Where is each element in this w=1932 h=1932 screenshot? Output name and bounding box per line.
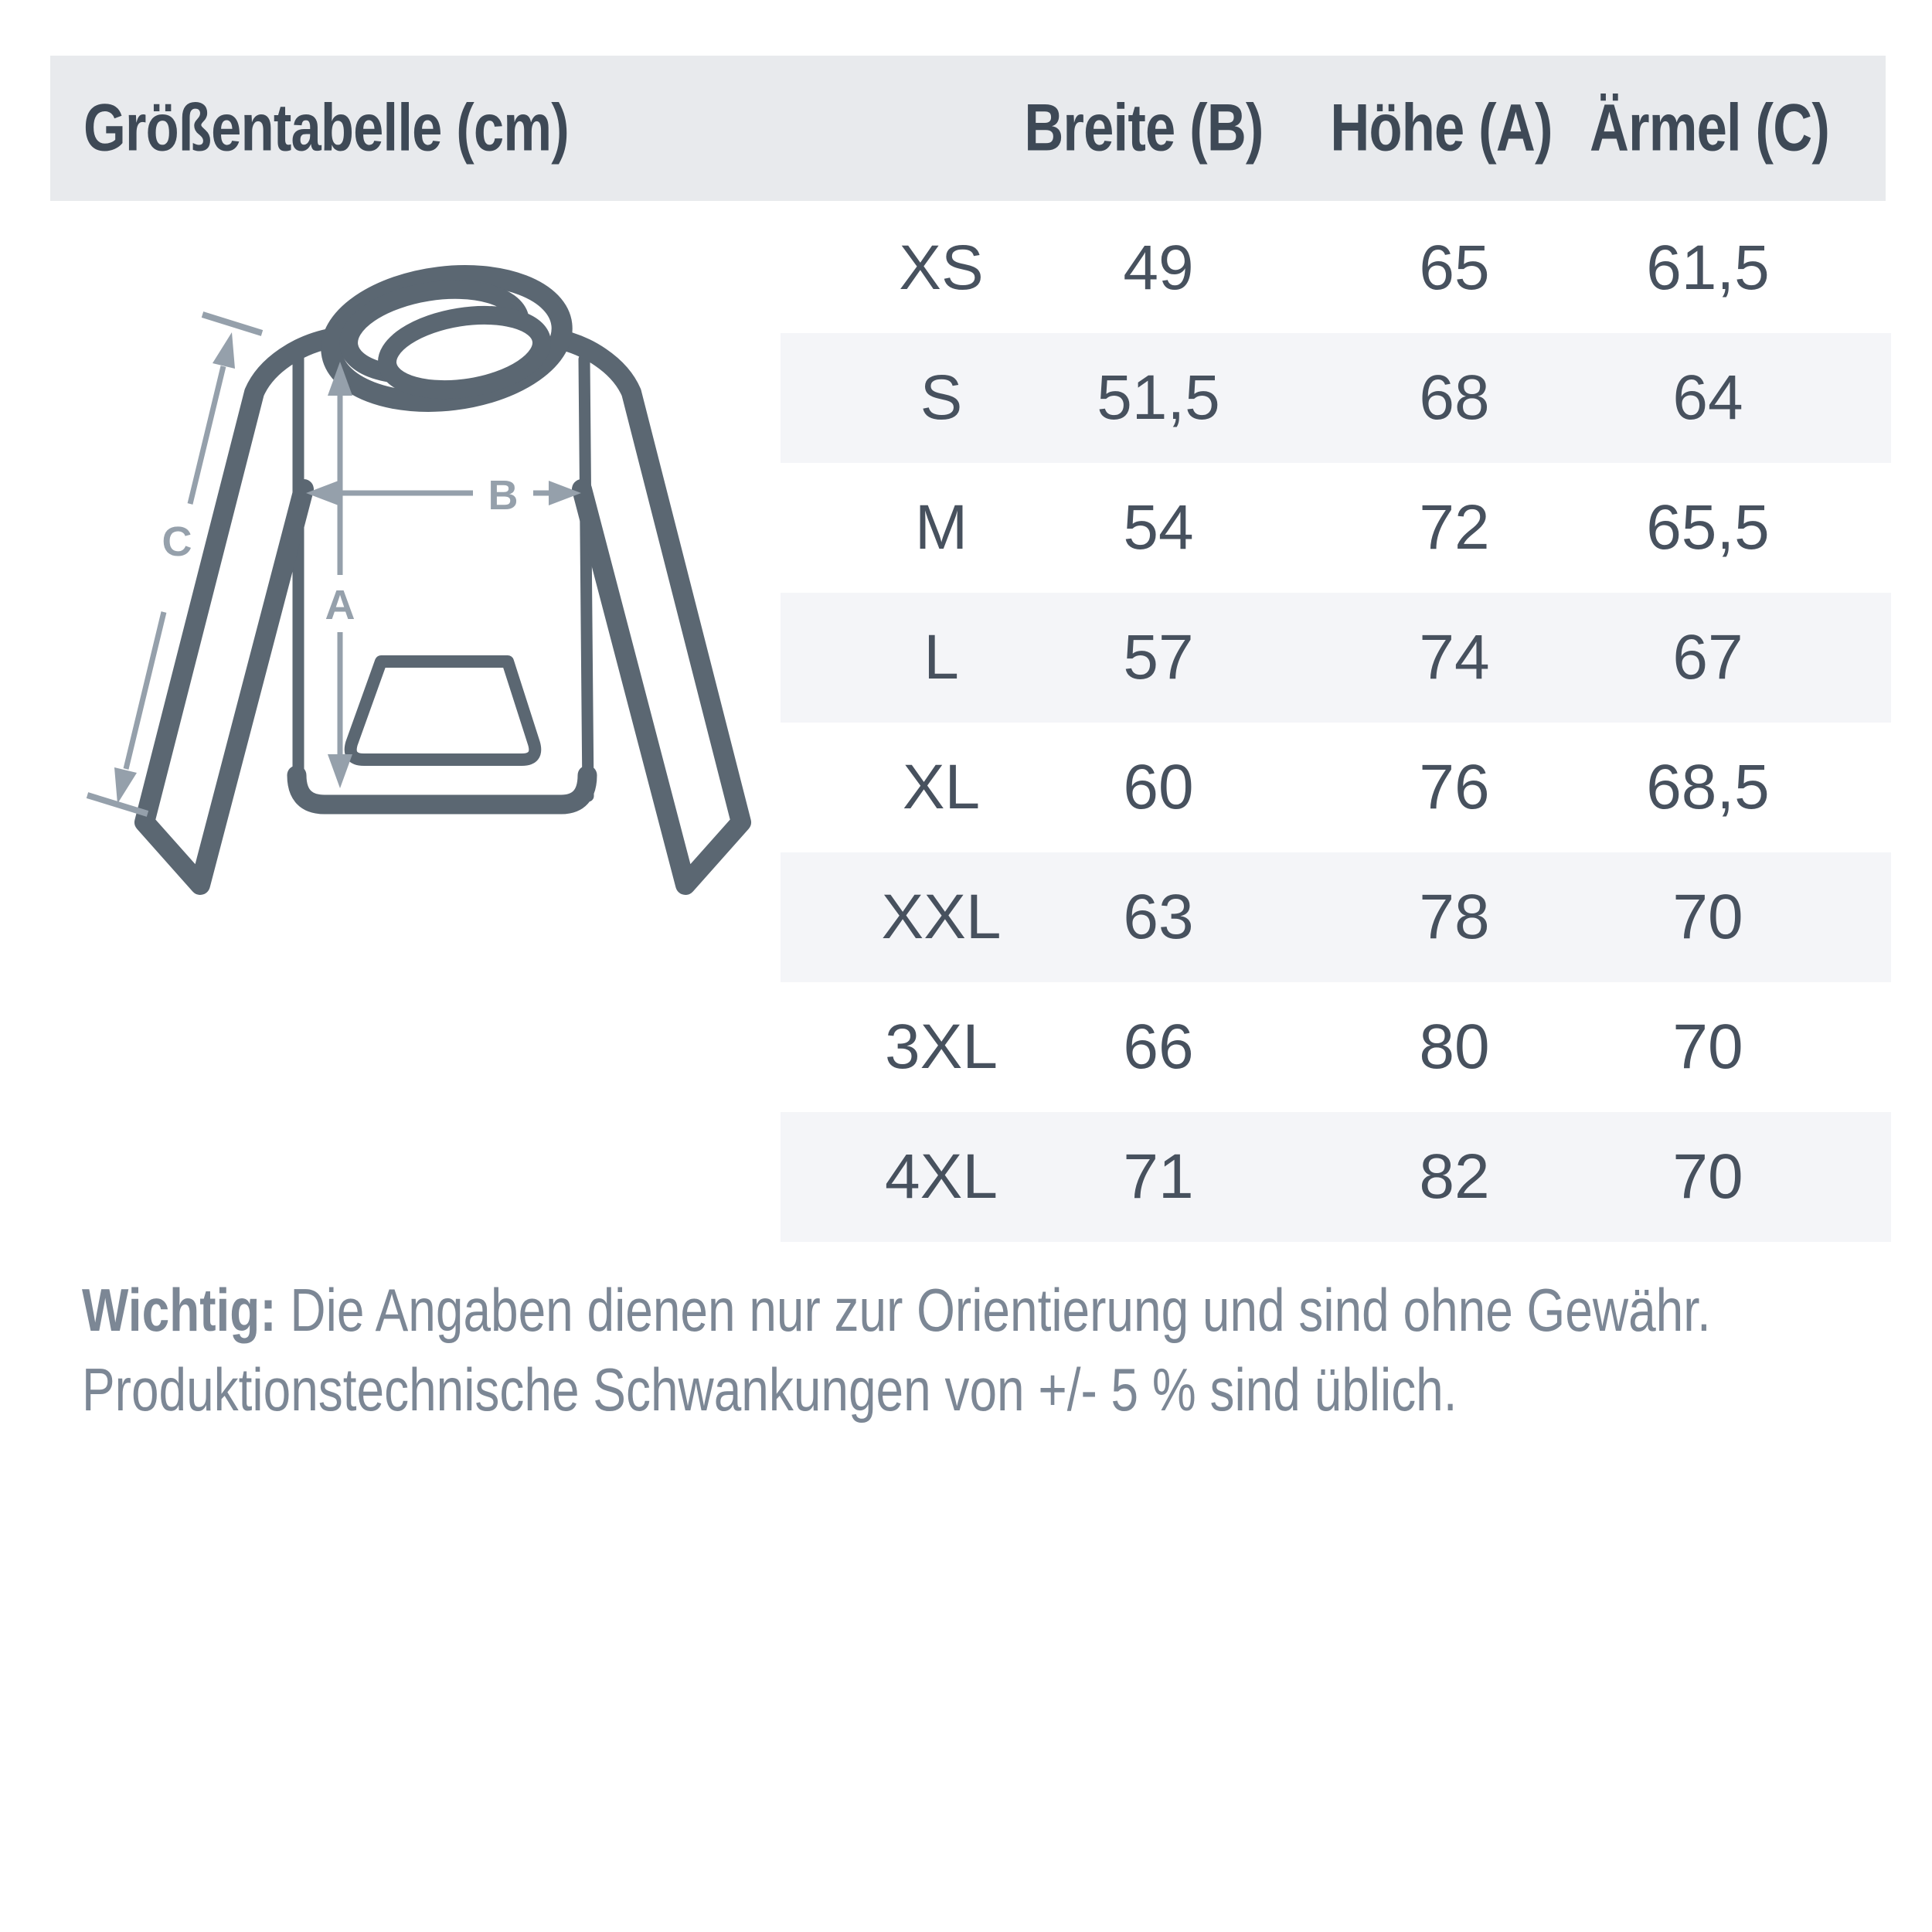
size-table xyxy=(781,203,1891,1242)
size-label: 4XL xyxy=(885,1141,998,1212)
note-text-1: Die Angaben dienen nur zur Orientierung und sind ohne Gewähr. xyxy=(276,1276,1711,1344)
aermel-value: 64 xyxy=(1672,362,1743,433)
table-row xyxy=(781,593,1891,723)
hoodie-measurement-diagram xyxy=(46,216,819,912)
aermel-value: 70 xyxy=(1672,1012,1743,1082)
column-header-hoehe: Höhe (A) xyxy=(1330,90,1553,165)
measure-arrow-b xyxy=(306,472,581,519)
table-row xyxy=(781,982,1891,1112)
hoehe-value: 65 xyxy=(1419,233,1490,303)
aermel-value: 61,5 xyxy=(1646,233,1770,303)
hoehe-value: 68 xyxy=(1419,362,1490,433)
hoehe-value: 72 xyxy=(1419,492,1490,563)
table-row xyxy=(781,1112,1891,1242)
hoehe-value: 74 xyxy=(1419,622,1490,692)
hoehe-value: 82 xyxy=(1419,1141,1490,1212)
breite-value: 60 xyxy=(1123,752,1194,822)
breite-value: 71 xyxy=(1123,1141,1194,1212)
aermel-value: 67 xyxy=(1672,622,1743,692)
note-important-label: Wichtig: xyxy=(82,1276,277,1344)
page-title: Größentabelle (cm) xyxy=(83,90,569,165)
measure-label-a: A xyxy=(325,582,355,628)
column-header-breite: Breite (B) xyxy=(1024,90,1264,165)
size-label: L xyxy=(923,622,959,692)
size-label: M xyxy=(914,492,968,563)
table-row xyxy=(781,852,1891,982)
table-row xyxy=(781,203,1891,333)
breite-value: 54 xyxy=(1123,492,1194,563)
hoehe-value: 78 xyxy=(1419,882,1490,952)
breite-value: 66 xyxy=(1123,1012,1194,1082)
breite-value: 57 xyxy=(1123,622,1194,692)
hoehe-value: 80 xyxy=(1419,1012,1490,1082)
aermel-value: 65,5 xyxy=(1646,492,1770,563)
size-label: XXL xyxy=(881,882,1002,952)
measure-label-c: C xyxy=(162,519,192,565)
size-label: XS xyxy=(899,233,984,303)
note-line-2: Produktionstechnische Schwankungen von +/- 5 % sind üblich. xyxy=(82,1355,1458,1423)
column-header-aermel: Ärmel (C) xyxy=(1590,90,1829,165)
measure-arrow-a xyxy=(325,362,355,788)
breite-value: 63 xyxy=(1123,882,1194,952)
hoehe-value: 76 xyxy=(1419,752,1490,822)
size-label: S xyxy=(920,362,963,433)
breite-value: 49 xyxy=(1123,233,1194,303)
note-line-1 xyxy=(82,1275,1711,1345)
size-label: XL xyxy=(902,752,981,822)
aermel-value: 68,5 xyxy=(1646,752,1770,822)
table-row xyxy=(781,463,1891,593)
aermel-value: 70 xyxy=(1672,882,1743,952)
size-label: 3XL xyxy=(885,1012,998,1082)
table-row xyxy=(781,723,1891,852)
aermel-value: 70 xyxy=(1672,1141,1743,1212)
hoodie-outline-icon xyxy=(145,263,741,885)
table-row xyxy=(781,333,1891,463)
header-bar xyxy=(50,56,1886,201)
measure-label-b: B xyxy=(488,472,519,519)
breite-value: 51,5 xyxy=(1097,362,1220,433)
